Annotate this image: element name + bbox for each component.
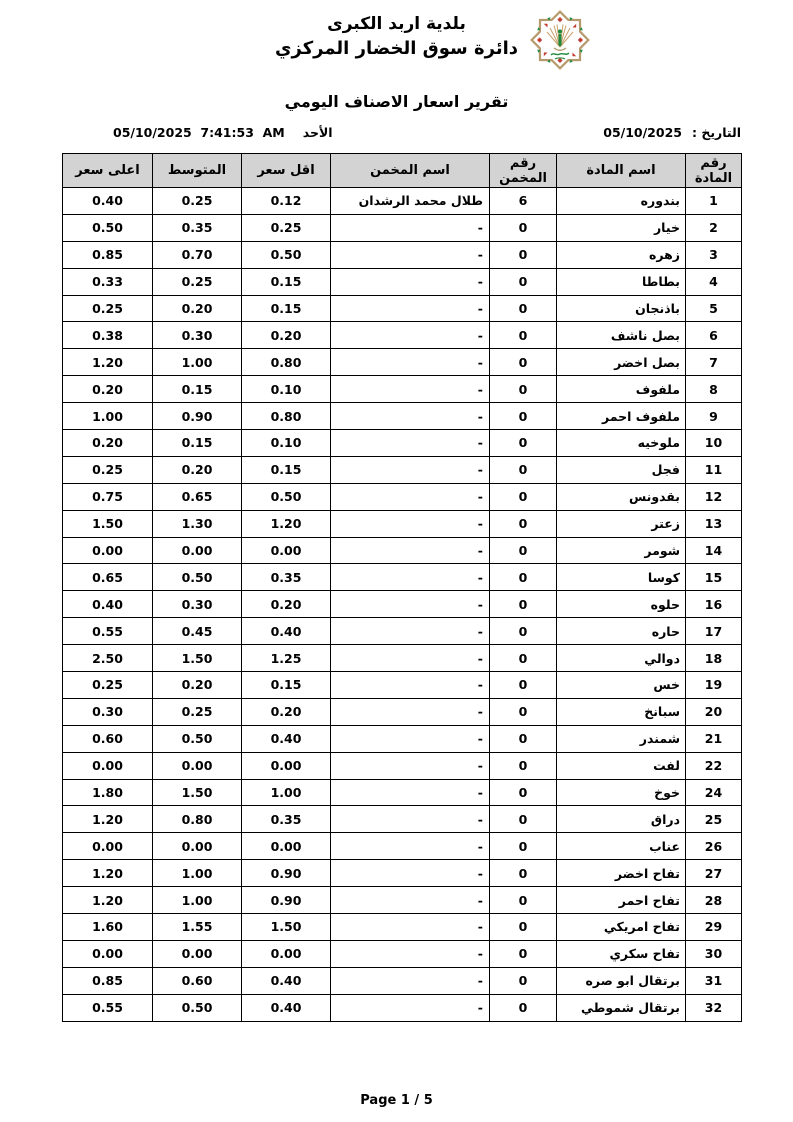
cell-appraiser_name: -: [331, 537, 490, 564]
cell-max_price: 0.85: [63, 967, 153, 994]
cell-min_price: 0.20: [242, 591, 331, 618]
cell-item_no: 7: [686, 349, 742, 376]
cell-appraiser_name: -: [331, 833, 490, 860]
cell-max_price: 0.40: [63, 591, 153, 618]
cell-min_price: 0.80: [242, 349, 331, 376]
cell-item_name: كوسا: [557, 564, 686, 591]
cell-item_no: 19: [686, 672, 742, 699]
cell-appraiser_name: -: [331, 295, 490, 322]
cell-min_price: 0.25: [242, 214, 331, 241]
table-row: [63, 725, 742, 752]
table-row: [63, 752, 742, 779]
cell-max_price: 0.00: [63, 940, 153, 967]
cell-avg_price: 0.70: [153, 241, 242, 268]
table-row: [63, 376, 742, 403]
cell-min_price: 0.15: [242, 295, 331, 322]
municipality-name: بلدية اربد الكبرى: [327, 14, 466, 34]
table-row: [63, 349, 742, 376]
cell-avg_price: 0.00: [153, 940, 242, 967]
cell-min_price: 0.15: [242, 672, 331, 699]
cell-item_no: 18: [686, 645, 742, 672]
report-header: [37, 0, 793, 72]
table-row: [63, 645, 742, 672]
column-header-item_name: اسم المادة: [557, 154, 686, 188]
cell-item_name: بقدونس: [557, 483, 686, 510]
cell-avg_price: 0.65: [153, 483, 242, 510]
cell-appraiser_name: -: [331, 376, 490, 403]
cell-min_price: 0.00: [242, 833, 331, 860]
cell-appraiser_no: 0: [490, 537, 557, 564]
table-row: [63, 564, 742, 591]
table-row: [63, 698, 742, 725]
table-row: [63, 537, 742, 564]
cell-appraiser_name: -: [331, 510, 490, 537]
cell-max_price: 0.38: [63, 322, 153, 349]
cell-min_price: 1.20: [242, 510, 331, 537]
cell-item_name: تفاح اخضر: [557, 860, 686, 887]
cell-item_no: 31: [686, 967, 742, 994]
cell-appraiser_name: -: [331, 268, 490, 295]
cell-min_price: 0.90: [242, 887, 331, 914]
cell-item_no: 8: [686, 376, 742, 403]
cell-max_price: 0.00: [63, 537, 153, 564]
cell-appraiser_name: -: [331, 806, 490, 833]
cell-avg_price: 1.50: [153, 779, 242, 806]
cell-item_name: تفاح احمر: [557, 887, 686, 914]
cell-appraiser_no: 0: [490, 214, 557, 241]
cell-item_no: 13: [686, 510, 742, 537]
cell-appraiser_no: 0: [490, 376, 557, 403]
cell-appraiser_no: 0: [490, 510, 557, 537]
cell-appraiser_name: -: [331, 994, 490, 1021]
table-header-row: [63, 154, 742, 188]
cell-min_price: 0.20: [242, 322, 331, 349]
cell-avg_price: 1.00: [153, 860, 242, 887]
column-header-appraiser_no: رقم المخمن: [490, 154, 557, 188]
table-row: [63, 967, 742, 994]
cell-min_price: 0.15: [242, 456, 331, 483]
cell-avg_price: 0.50: [153, 994, 242, 1021]
cell-appraiser_no: 0: [490, 403, 557, 430]
table-row: [63, 860, 742, 887]
cell-min_price: 1.00: [242, 779, 331, 806]
cell-item_name: برتقال شموطي: [557, 994, 686, 1021]
table-row: [63, 672, 742, 699]
price-table-body: [63, 188, 742, 1022]
weekday-label: الأحد: [302, 125, 333, 140]
cell-item_no: 20: [686, 698, 742, 725]
table-row: [63, 241, 742, 268]
cell-appraiser_name: -: [331, 779, 490, 806]
cell-item_name: ملفوف احمر: [557, 403, 686, 430]
cell-min_price: 0.00: [242, 537, 331, 564]
cell-item_no: 24: [686, 779, 742, 806]
cell-avg_price: 0.60: [153, 967, 242, 994]
cell-avg_price: 0.20: [153, 456, 242, 483]
table-row: [63, 483, 742, 510]
cell-appraiser_no: 6: [490, 188, 557, 215]
cell-max_price: 0.40: [63, 188, 153, 215]
cell-item_no: 3: [686, 241, 742, 268]
cell-min_price: 0.90: [242, 860, 331, 887]
cell-avg_price: 0.50: [153, 564, 242, 591]
cell-min_price: 0.15: [242, 268, 331, 295]
column-header-item_no: رقم المادة: [686, 154, 742, 188]
table-row: [63, 295, 742, 322]
cell-min_price: 0.35: [242, 564, 331, 591]
cell-item_name: بطاطا: [557, 268, 686, 295]
cell-min_price: 0.10: [242, 430, 331, 457]
cell-appraiser_no: 0: [490, 322, 557, 349]
table-row: [63, 322, 742, 349]
cell-appraiser_no: 0: [490, 833, 557, 860]
cell-avg_price: 0.25: [153, 188, 242, 215]
cell-appraiser_name: -: [331, 914, 490, 941]
cell-item_name: حلوه: [557, 591, 686, 618]
cell-appraiser_no: 0: [490, 725, 557, 752]
cell-appraiser_name: -: [331, 349, 490, 376]
municipality-emblem-icon: [528, 8, 592, 72]
cell-item_name: بندوره: [557, 188, 686, 215]
cell-max_price: 0.20: [63, 430, 153, 457]
column-header-min_price: اقل سعر: [242, 154, 331, 188]
cell-max_price: 0.60: [63, 725, 153, 752]
cell-item_name: باذنجان: [557, 295, 686, 322]
date-value: 05/10/2025: [603, 125, 682, 140]
cell-min_price: 0.40: [242, 994, 331, 1021]
date-row: [0, 125, 793, 140]
cell-item_name: فجل: [557, 456, 686, 483]
cell-max_price: 0.65: [63, 564, 153, 591]
cell-appraiser_no: 0: [490, 268, 557, 295]
cell-appraiser_name: -: [331, 940, 490, 967]
cell-max_price: 0.00: [63, 752, 153, 779]
cell-appraiser_name: -: [331, 214, 490, 241]
cell-min_price: 0.10: [242, 376, 331, 403]
cell-appraiser_name: -: [331, 752, 490, 779]
cell-avg_price: 0.30: [153, 322, 242, 349]
cell-max_price: 0.20: [63, 376, 153, 403]
cell-max_price: 1.20: [63, 806, 153, 833]
cell-appraiser_name: -: [331, 483, 490, 510]
cell-max_price: 1.20: [63, 860, 153, 887]
cell-appraiser_name: -: [331, 618, 490, 645]
cell-min_price: 1.50: [242, 914, 331, 941]
cell-appraiser_name: -: [331, 322, 490, 349]
cell-appraiser_no: 0: [490, 564, 557, 591]
cell-item_name: تفاح امريكي: [557, 914, 686, 941]
cell-avg_price: 0.00: [153, 833, 242, 860]
cell-avg_price: 0.15: [153, 376, 242, 403]
table-row: [63, 806, 742, 833]
cell-item_no: 27: [686, 860, 742, 887]
cell-item_name: زهره: [557, 241, 686, 268]
cell-avg_price: 0.00: [153, 537, 242, 564]
cell-appraiser_no: 0: [490, 914, 557, 941]
cell-item_no: 15: [686, 564, 742, 591]
cell-item_no: 29: [686, 914, 742, 941]
cell-appraiser_no: 0: [490, 591, 557, 618]
cell-item_no: 17: [686, 618, 742, 645]
cell-min_price: 0.50: [242, 483, 331, 510]
cell-max_price: 0.25: [63, 456, 153, 483]
cell-max_price: 2.50: [63, 645, 153, 672]
cell-avg_price: 1.00: [153, 349, 242, 376]
cell-item_name: تفاح سكري: [557, 940, 686, 967]
cell-item_no: 26: [686, 833, 742, 860]
cell-appraiser_no: 0: [490, 994, 557, 1021]
cell-item_name: زعتر: [557, 510, 686, 537]
cell-max_price: 0.30: [63, 698, 153, 725]
table-row: [63, 779, 742, 806]
cell-avg_price: 0.25: [153, 698, 242, 725]
cell-item_no: 2: [686, 214, 742, 241]
table-row: [63, 940, 742, 967]
cell-item_name: خس: [557, 672, 686, 699]
table-row: [63, 994, 742, 1021]
cell-item_no: 22: [686, 752, 742, 779]
cell-min_price: 0.20: [242, 698, 331, 725]
table-row: [63, 833, 742, 860]
cell-item_no: 10: [686, 430, 742, 457]
cell-item_name: دوالي: [557, 645, 686, 672]
cell-item_name: برتقال ابو صره: [557, 967, 686, 994]
cell-max_price: 1.20: [63, 349, 153, 376]
cell-appraiser_no: 0: [490, 241, 557, 268]
cell-appraiser_no: 0: [490, 645, 557, 672]
cell-avg_price: 0.35: [153, 214, 242, 241]
column-header-avg_price: المتوسط: [153, 154, 242, 188]
cell-item_no: 21: [686, 725, 742, 752]
cell-item_name: خوخ: [557, 779, 686, 806]
cell-min_price: 0.12: [242, 188, 331, 215]
print-datetime-value: 05/10/2025 7:41:53 AM: [113, 125, 285, 140]
cell-item_name: ملوخيه: [557, 430, 686, 457]
cell-appraiser_name: -: [331, 564, 490, 591]
table-row: [63, 510, 742, 537]
table-row: [63, 214, 742, 241]
table-row: [63, 914, 742, 941]
cell-appraiser_no: 0: [490, 967, 557, 994]
table-row: [63, 618, 742, 645]
cell-max_price: 1.80: [63, 779, 153, 806]
cell-min_price: 0.50: [242, 241, 331, 268]
cell-min_price: 0.40: [242, 618, 331, 645]
cell-avg_price: 0.25: [153, 268, 242, 295]
cell-max_price: 0.85: [63, 241, 153, 268]
cell-min_price: 0.00: [242, 752, 331, 779]
cell-avg_price: 0.20: [153, 295, 242, 322]
cell-appraiser_name: -: [331, 860, 490, 887]
cell-appraiser_name: -: [331, 645, 490, 672]
cell-appraiser_no: 0: [490, 887, 557, 914]
cell-max_price: 0.00: [63, 833, 153, 860]
organization-text-block: [275, 8, 518, 62]
cell-max_price: 0.25: [63, 672, 153, 699]
cell-item_name: بصل اخضر: [557, 349, 686, 376]
cell-appraiser_name: -: [331, 672, 490, 699]
cell-max_price: 0.33: [63, 268, 153, 295]
cell-max_price: 1.20: [63, 887, 153, 914]
cell-appraiser_no: 0: [490, 752, 557, 779]
cell-item_no: 5: [686, 295, 742, 322]
cell-avg_price: 0.90: [153, 403, 242, 430]
department-name: دائرة سوق الخضار المركزي: [275, 38, 518, 59]
cell-item_no: 1: [686, 188, 742, 215]
cell-appraiser_name: -: [331, 725, 490, 752]
cell-item_name: لفت: [557, 752, 686, 779]
column-header-appraiser_name: اسم المخمن: [331, 154, 490, 188]
cell-appraiser_name: -: [331, 591, 490, 618]
page-number: Page 1 / 5: [360, 1093, 433, 1108]
cell-item_name: خيار: [557, 214, 686, 241]
cell-appraiser_no: 0: [490, 779, 557, 806]
date-label: التاريخ :: [691, 125, 741, 140]
cell-max_price: 0.50: [63, 214, 153, 241]
cell-avg_price: 1.30: [153, 510, 242, 537]
cell-avg_price: 0.50: [153, 725, 242, 752]
cell-appraiser_no: 0: [490, 430, 557, 457]
cell-min_price: 0.35: [242, 806, 331, 833]
cell-max_price: 0.75: [63, 483, 153, 510]
cell-avg_price: 0.00: [153, 752, 242, 779]
cell-avg_price: 0.45: [153, 618, 242, 645]
cell-item_name: حاره: [557, 618, 686, 645]
column-header-max_price: اعلى سعر: [63, 154, 153, 188]
cell-min_price: 0.80: [242, 403, 331, 430]
cell-item_no: 30: [686, 940, 742, 967]
cell-appraiser_name: طلال محمد الرشدان: [331, 188, 490, 215]
cell-item_no: 25: [686, 806, 742, 833]
cell-max_price: 1.60: [63, 914, 153, 941]
cell-item_name: دراق: [557, 806, 686, 833]
cell-item_no: 28: [686, 887, 742, 914]
cell-min_price: 0.40: [242, 967, 331, 994]
cell-max_price: 0.25: [63, 295, 153, 322]
cell-appraiser_no: 0: [490, 349, 557, 376]
cell-avg_price: 1.55: [153, 914, 242, 941]
cell-appraiser_name: -: [331, 403, 490, 430]
cell-avg_price: 0.30: [153, 591, 242, 618]
cell-min_price: 0.00: [242, 940, 331, 967]
table-row: [63, 887, 742, 914]
price-table: [62, 153, 742, 1022]
cell-item_no: 4: [686, 268, 742, 295]
cell-item_name: سبانخ: [557, 698, 686, 725]
cell-min_price: 1.25: [242, 645, 331, 672]
cell-item_no: 6: [686, 322, 742, 349]
report-date: [603, 125, 741, 140]
cell-appraiser_no: 0: [490, 940, 557, 967]
cell-item_no: 12: [686, 483, 742, 510]
print-datetime: [113, 125, 333, 140]
cell-item_name: عناب: [557, 833, 686, 860]
cell-appraiser_name: -: [331, 698, 490, 725]
table-row: [63, 403, 742, 430]
cell-appraiser_no: 0: [490, 860, 557, 887]
cell-max_price: 0.55: [63, 618, 153, 645]
cell-appraiser_no: 0: [490, 483, 557, 510]
cell-appraiser_no: 0: [490, 618, 557, 645]
cell-appraiser_no: 0: [490, 672, 557, 699]
cell-appraiser_no: 0: [490, 456, 557, 483]
cell-item_no: 16: [686, 591, 742, 618]
table-row: [63, 188, 742, 215]
cell-max_price: 1.50: [63, 510, 153, 537]
cell-avg_price: 0.15: [153, 430, 242, 457]
cell-item_name: شمندر: [557, 725, 686, 752]
cell-avg_price: 1.00: [153, 887, 242, 914]
cell-max_price: 1.00: [63, 403, 153, 430]
cell-avg_price: 0.20: [153, 672, 242, 699]
table-row: [63, 456, 742, 483]
cell-appraiser_name: -: [331, 967, 490, 994]
table-row: [63, 430, 742, 457]
cell-avg_price: 0.80: [153, 806, 242, 833]
table-row: [63, 268, 742, 295]
cell-item_name: بصل ناشف: [557, 322, 686, 349]
cell-item_no: 14: [686, 537, 742, 564]
cell-item_no: 11: [686, 456, 742, 483]
table-row: [63, 591, 742, 618]
cell-appraiser_name: -: [331, 241, 490, 268]
cell-item_no: 9: [686, 403, 742, 430]
cell-item_name: ملفوف: [557, 376, 686, 403]
cell-appraiser_name: -: [331, 887, 490, 914]
report-title: تقرير اسعار الاصناف اليومي: [284, 92, 509, 111]
cell-min_price: 0.40: [242, 725, 331, 752]
cell-appraiser_no: 0: [490, 295, 557, 322]
cell-max_price: 0.55: [63, 994, 153, 1021]
cell-appraiser_no: 0: [490, 806, 557, 833]
cell-appraiser_no: 0: [490, 698, 557, 725]
cell-appraiser_name: -: [331, 456, 490, 483]
cell-appraiser_name: -: [331, 430, 490, 457]
cell-item_name: شومر: [557, 537, 686, 564]
cell-avg_price: 1.50: [153, 645, 242, 672]
cell-item_no: 32: [686, 994, 742, 1021]
